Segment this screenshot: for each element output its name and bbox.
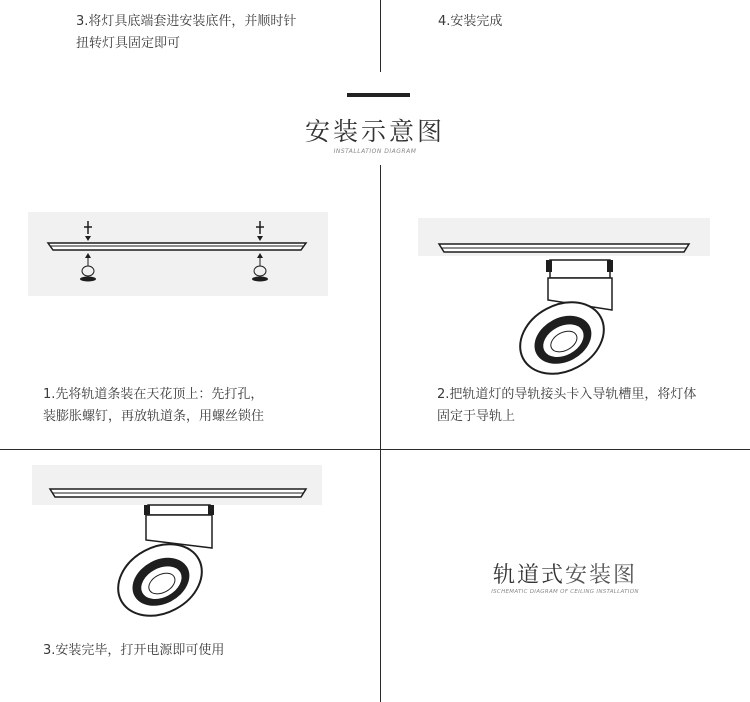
track-light-icon (106, 505, 215, 630)
section-subtitle: INSTALLATION DIAGRAM (333, 148, 417, 155)
side-title-dark: 轨道式 (492, 563, 565, 588)
side-title-light: 安装图 (565, 563, 638, 588)
step-4-top-text: 4.安装完成 (438, 14, 503, 29)
section-title: 安装示意图 (304, 117, 445, 146)
step-3-top-text: 3.将灯具底端套进安装底件，并顺时针 扭转灯具固定即可 (76, 14, 297, 51)
side-title (380, 558, 750, 589)
step-1-text: 1.先将轨道条装在天花顶上：先打孔， 装膨胀螺钉，再放轨道条，用螺丝锁住 (43, 387, 265, 424)
side-subtitle: ISCHEMATIC DIAGRAM OF CEILING INSTALLATION (491, 589, 639, 595)
step-2-text: 2.把轨道灯的导轨接头卡入导轨槽里，将灯体 固定于导轨上 (437, 387, 697, 424)
step-3-bottom-text: 3.安装完毕，打开电源即可使用 (43, 643, 225, 658)
